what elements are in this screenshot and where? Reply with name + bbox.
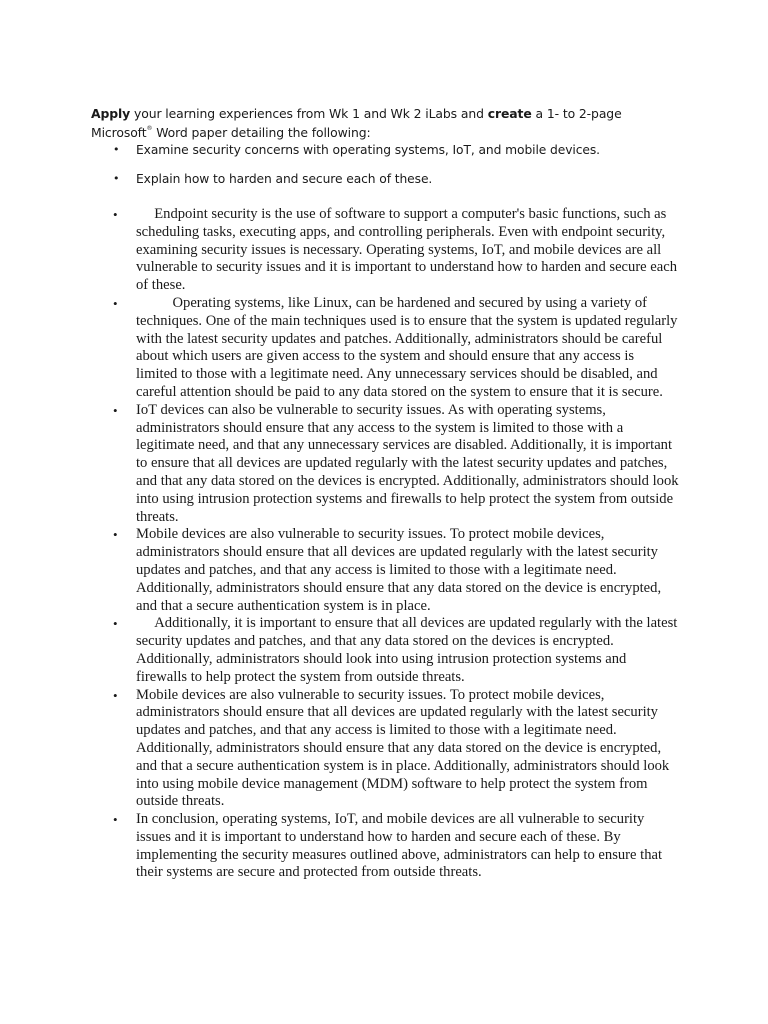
instruction-verb-create: create — [487, 106, 532, 122]
bullet-icon: • — [113, 527, 118, 543]
paragraph-text: IoT devices can also be vulnerable to security issues. As with operating systems, administrators should ensure that any access to the system is limited to those with a legitimate need, and that any unnecessary services are disabled. Additionally, it is important to ensure that all devices are updated regularly with the latest security updates and patches, and that any data stored on the devices is encrypted. Additionally, administrators should look into using intrusion protection systems and firewalls to help protect the system from outside threats. — [136, 401, 679, 525]
paragraph-text: Additionally, it is important to ensure that all devices are updated regularly with the latest security updates and patches, and that any data stored on the devices is encrypted. Additionally, administrators should look into using intrusion protection systems and firewalls to help protect the system from outside threats. — [136, 615, 678, 685]
instruction-text: Word paper detailing the following: — [152, 125, 371, 141]
paragraph-text: In conclusion, operating systems, IoT, and mobile devices are all vulnerable to security issues and it is important to understand how to harden and secure each of these. By implementing the security measures outlined above, administrators can help to ensure that their systems are secure and protected from outside threats. — [136, 811, 663, 881]
paper-body-list — [0, 206, 768, 882]
paragraph-text: Mobile devices are also vulnerable to security issues. To protect mobile devices, administrators should ensure that all devices are updated regularly with the latest security updates and patches, and that any access is limited to those with a legitimate need. Additionally, administrators should ensure that any data stored on the device is encrypted, and that a secure authentication system is in place. — [136, 526, 662, 614]
instruction-text: a 1- to 2-page Microsoft — [91, 106, 622, 141]
paper-paragraph — [0, 402, 679, 527]
bullet-icon: • — [113, 207, 118, 222]
task-item-text: Explain how to harden and secure each of these. — [136, 172, 433, 186]
paper-paragraph — [0, 206, 679, 295]
task-item-text: Examine security concerns with operating systems, IoT, and mobile devices. — [136, 143, 600, 157]
paper-paragraph — [0, 687, 679, 812]
paper-paragraph — [0, 526, 679, 615]
assignment-instructions — [91, 104, 681, 142]
paragraph-text: Operating systems, like Linux, can be hardened and secured by using a variety of techniques. One of the main techniques used is to ensure that the system is updated regularly with the latest security updates and patches. Additionally, administrators should be careful about which users are given access to the system and should ensure that any access is limited to those with a legitimate need. Any unnecessary services should be disabled, and careful attention should be paid to any data stored on the system to ensure that it is secure. — [136, 294, 678, 400]
bullet-icon: • — [113, 172, 120, 185]
paragraph-text: Endpoint security is the use of software to support a computer's basic functions, such as scheduling tasks, executing apps, and controlling peripherals. Even with endpoint security, examining security issues is necessary. Operating systems, IoT, and mobile devices are all vulnerable to security issues and it is important to understand how to harden and secure each of these. — [136, 206, 678, 294]
instruction-text: your learning experiences from Wk 1 and Wk 2 iLabs and — [130, 106, 488, 122]
bullet-icon: • — [113, 687, 118, 703]
bullet-icon: • — [113, 402, 118, 418]
instruction-verb-apply: Apply — [91, 106, 131, 122]
bullet-icon: • — [113, 295, 118, 311]
bullet-icon: • — [113, 143, 120, 156]
bullet-icon: • — [113, 616, 118, 632]
paragraph-text: Mobile devices are also vulnerable to security issues. To protect mobile devices, administrators should ensure that all devices are updated regularly with the latest security updates and patches, and that any access is limited to those with a legitimate need. Additionally, administrators should ensure that any data stored on the device is encrypted, and that a secure authentication system is in place. Additionally, administrators should look into using mobile device management (MDM) software to help protect the system from outside threats. — [136, 686, 670, 810]
paper-paragraph — [0, 615, 679, 686]
paper-paragraph — [0, 811, 679, 882]
paper-paragraph — [0, 295, 679, 402]
registered-mark: ® — [146, 125, 153, 133]
bullet-icon: • — [113, 812, 118, 828]
